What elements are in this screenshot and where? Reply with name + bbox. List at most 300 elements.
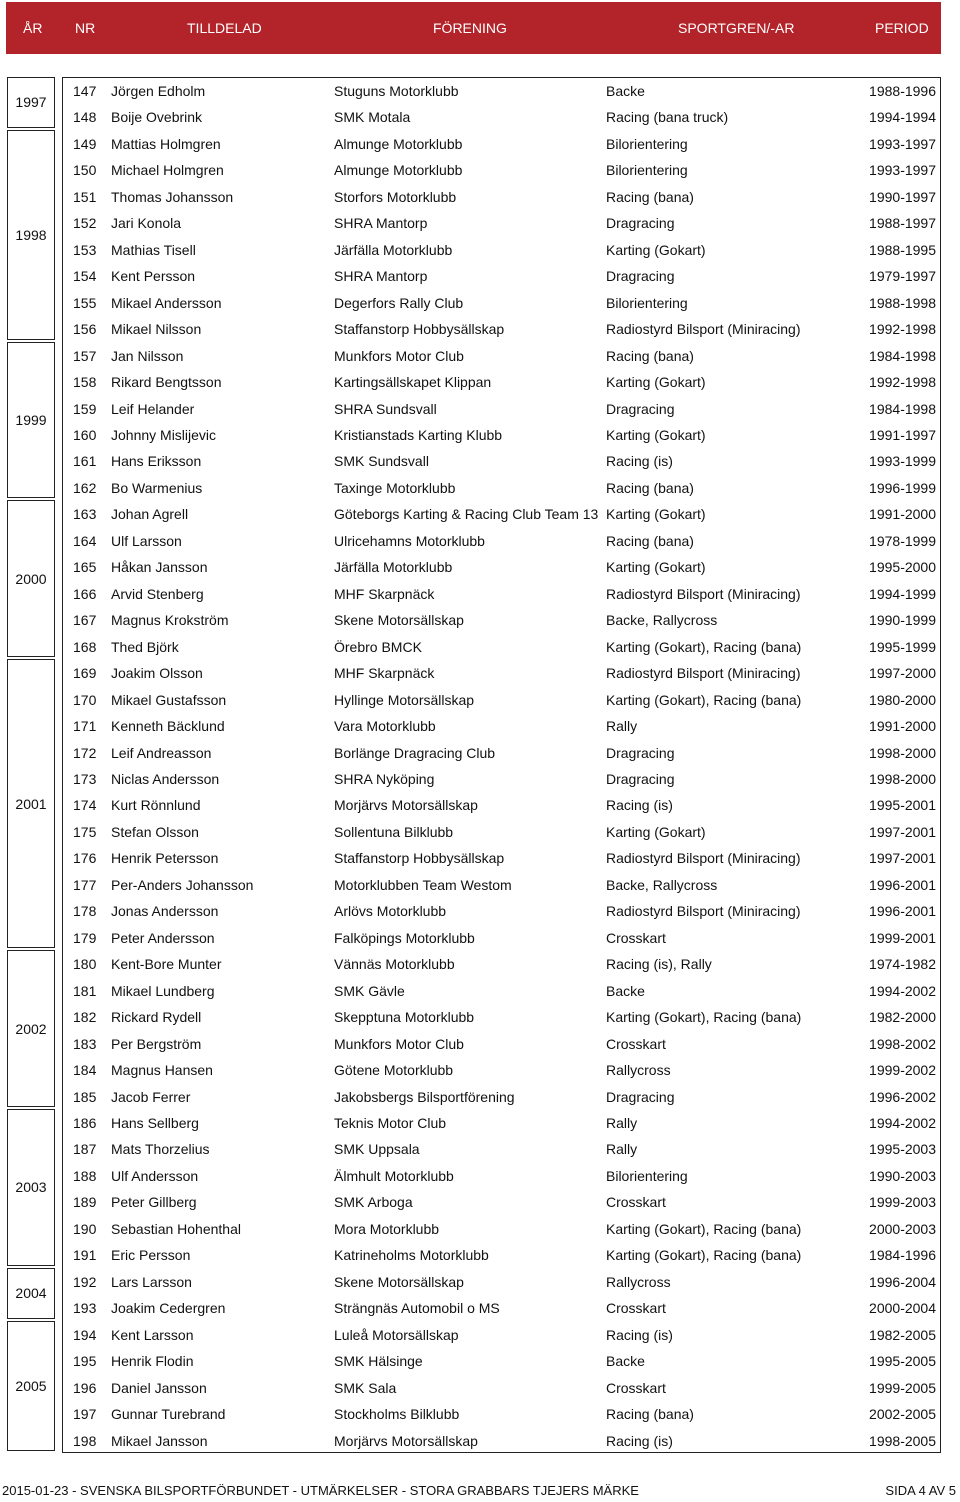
year-group bbox=[7, 77, 55, 128]
cell-name: Leif Helander bbox=[111, 400, 195, 417]
header-nr: NR bbox=[75, 20, 96, 36]
footer-page: SIDA 4 AV 5 bbox=[885, 1483, 956, 1498]
year-group bbox=[7, 1321, 55, 1451]
cell-sport: Dragracing bbox=[606, 215, 675, 232]
cell-club: SMK Arboga bbox=[334, 1194, 413, 1211]
cell-club: SMK Sundsvall bbox=[334, 453, 429, 470]
cell-period: 1994-1999 bbox=[869, 585, 936, 602]
cell-club: Storfors Motorklubb bbox=[334, 188, 457, 205]
cell-nr: 178 bbox=[73, 903, 97, 920]
cell-sport: Radiostyrd Bilsport (Miniracing) bbox=[606, 665, 801, 682]
cell-sport: Bilorientering bbox=[606, 135, 688, 152]
cell-sport: Bilorientering bbox=[606, 162, 688, 179]
cell-name: Eric Persson bbox=[111, 1247, 191, 1264]
table-row bbox=[63, 766, 940, 793]
cell-name: Stefan Olsson bbox=[111, 823, 199, 840]
cell-nr: 151 bbox=[73, 188, 97, 205]
cell-sport: Racing (bana) bbox=[606, 347, 694, 364]
cell-nr: 187 bbox=[73, 1141, 97, 1158]
table-row bbox=[63, 740, 940, 767]
table-row bbox=[63, 369, 940, 396]
year-group bbox=[7, 342, 55, 499]
cell-name: Boije Ovebrink bbox=[111, 109, 203, 126]
header-awarded: TILLDELAD bbox=[187, 20, 262, 36]
year-label: 2004 bbox=[15, 1285, 47, 1302]
cell-club: Ulricehamns Motorklubb bbox=[334, 532, 485, 549]
table-row bbox=[63, 1110, 940, 1137]
cell-period: 2000-2004 bbox=[869, 1300, 936, 1317]
table-row bbox=[63, 1401, 940, 1428]
cell-name: Arvid Stenberg bbox=[111, 585, 204, 602]
cell-name: Leif Andreasson bbox=[111, 744, 212, 761]
cell-club: Götene Motorklubb bbox=[334, 1062, 454, 1079]
cell-club: Strängnäs Automobil o MS bbox=[334, 1300, 500, 1317]
cell-nr: 168 bbox=[73, 638, 97, 655]
cell-period: 1995-2005 bbox=[869, 1353, 936, 1370]
cell-sport: Rallycross bbox=[606, 1273, 671, 1290]
cell-name: Magnus Hansen bbox=[111, 1062, 213, 1079]
cell-period: 1990-1997 bbox=[869, 188, 936, 205]
table-row bbox=[63, 1428, 940, 1455]
cell-club: Stockholms Bilklubb bbox=[334, 1406, 460, 1423]
cell-sport: Racing (is) bbox=[606, 1326, 673, 1343]
cell-name: Jonas Andersson bbox=[111, 903, 219, 920]
cell-period: 1984-1998 bbox=[869, 347, 936, 364]
cell-nr: 155 bbox=[73, 294, 97, 311]
year-group bbox=[7, 1268, 55, 1319]
cell-period: 1988-1998 bbox=[869, 294, 936, 311]
cell-period: 1994-1994 bbox=[869, 109, 936, 126]
cell-name: Hans Sellberg bbox=[111, 1115, 199, 1131]
table-row bbox=[63, 1216, 940, 1243]
year-group bbox=[7, 659, 55, 948]
table-row bbox=[63, 687, 940, 714]
cell-club: MHF Skarpnäck bbox=[334, 585, 435, 602]
cell-nr: 194 bbox=[73, 1326, 97, 1343]
year-group bbox=[7, 130, 55, 340]
cell-sport: Backe bbox=[606, 982, 645, 999]
table-row bbox=[63, 951, 940, 978]
cell-nr: 159 bbox=[73, 400, 97, 417]
cell-sport: Backe, Rallycross bbox=[606, 876, 718, 893]
cell-club: Kartingsällskapet Klippan bbox=[334, 374, 492, 391]
awards-table bbox=[62, 77, 941, 1453]
cell-club: SHRA Nyköping bbox=[334, 771, 435, 787]
cell-sport: Racing (is) bbox=[606, 453, 673, 470]
table-row bbox=[63, 448, 940, 475]
cell-sport: Racing (bana) bbox=[606, 532, 694, 549]
cell-name: Kurt Rönnlund bbox=[111, 797, 201, 814]
table-row bbox=[63, 1295, 940, 1322]
table-row bbox=[63, 554, 940, 581]
table-row bbox=[63, 157, 940, 184]
cell-club: Borlänge Dragracing Club bbox=[334, 744, 496, 761]
table-row bbox=[63, 343, 940, 370]
cell-period: 1992-1998 bbox=[869, 321, 936, 338]
cell-nr: 172 bbox=[73, 744, 97, 761]
table-header bbox=[6, 2, 941, 54]
cell-period: 1994-2002 bbox=[869, 982, 936, 999]
cell-name: Mikael Jansson bbox=[111, 1432, 208, 1449]
table-row bbox=[63, 898, 940, 925]
cell-sport: Karting (Gokart) bbox=[606, 427, 706, 443]
cell-sport: Racing (bana) bbox=[606, 1406, 694, 1423]
cell-period: 1996-2001 bbox=[869, 876, 936, 893]
cell-sport: Racing (is) bbox=[606, 1432, 673, 1449]
cell-period: 1991-2000 bbox=[869, 506, 936, 523]
cell-club: SHRA Sundsvall bbox=[334, 400, 437, 417]
table-row bbox=[63, 792, 940, 819]
cell-period: 1974-1982 bbox=[869, 956, 936, 973]
cell-nr: 169 bbox=[73, 665, 97, 682]
year-label: 2005 bbox=[15, 1377, 47, 1394]
table-row bbox=[63, 475, 940, 502]
cell-name: Jan Nilsson bbox=[111, 347, 184, 364]
cell-nr: 191 bbox=[73, 1247, 97, 1264]
year-label: 1997 bbox=[15, 94, 47, 111]
table-row bbox=[63, 872, 940, 899]
cell-period: 1982-2000 bbox=[869, 1009, 936, 1026]
cell-period: 1988-1997 bbox=[869, 215, 936, 232]
cell-period: 1996-2004 bbox=[869, 1273, 936, 1290]
cell-nr: 197 bbox=[73, 1406, 97, 1423]
table-row bbox=[63, 1348, 940, 1375]
table-row bbox=[63, 290, 940, 317]
table-row bbox=[63, 263, 940, 290]
cell-club: Munkfors Motor Club bbox=[334, 1035, 464, 1052]
cell-period: 1996-2002 bbox=[869, 1088, 936, 1105]
cell-nr: 171 bbox=[73, 718, 97, 735]
cell-name: Lars Larsson bbox=[111, 1273, 192, 1290]
cell-nr: 147 bbox=[73, 83, 97, 99]
cell-club: Falköpings Motorklubb bbox=[334, 929, 475, 946]
table-row bbox=[63, 1057, 940, 1084]
cell-nr: 196 bbox=[73, 1379, 97, 1396]
cell-sport: Crosskart bbox=[606, 1300, 666, 1317]
cell-name: Mikael Lundberg bbox=[111, 982, 215, 999]
table-row bbox=[63, 1004, 940, 1031]
table-row bbox=[63, 1031, 940, 1058]
cell-period: 1994-2002 bbox=[869, 1115, 936, 1131]
cell-sport: Racing (is), Rally bbox=[606, 956, 712, 973]
cell-club: Staffanstorp Hobbysällskap bbox=[334, 321, 505, 338]
year-label: 2000 bbox=[15, 570, 47, 587]
cell-period: 1990-1999 bbox=[869, 612, 936, 629]
cell-sport: Karting (Gokart) bbox=[606, 559, 706, 576]
cell-name: Mikael Nilsson bbox=[111, 321, 202, 338]
cell-club: Vännäs Motorklubb bbox=[334, 956, 455, 973]
header-sport: SPORTGREN/-AR bbox=[678, 20, 795, 36]
cell-period: 1993-1999 bbox=[869, 453, 936, 470]
cell-nr: 166 bbox=[73, 585, 97, 602]
cell-club: Järfälla Motorklubb bbox=[334, 241, 453, 258]
cell-club: Morjärvs Motorsällskap bbox=[334, 797, 478, 814]
cell-name: Niclas Andersson bbox=[111, 771, 220, 787]
cell-club: SMK Motala bbox=[334, 109, 411, 126]
cell-nr: 189 bbox=[73, 1194, 97, 1211]
table-row bbox=[63, 1136, 940, 1163]
table-row bbox=[63, 713, 940, 740]
table-row bbox=[63, 1084, 940, 1111]
cell-sport: Radiostyrd Bilsport (Miniracing) bbox=[606, 321, 801, 338]
cell-period: 2000-2003 bbox=[869, 1220, 936, 1237]
cell-sport: Karting (Gokart) bbox=[606, 823, 706, 840]
cell-club: Luleå Motorsällskap bbox=[334, 1326, 459, 1343]
cell-club: SHRA Mantorp bbox=[334, 215, 428, 232]
cell-period: 1991-2000 bbox=[869, 718, 936, 735]
cell-period: 1997-2001 bbox=[869, 850, 936, 867]
cell-name: Per-Anders Johansson bbox=[111, 876, 254, 893]
table-row bbox=[63, 316, 940, 343]
cell-name: Joakim Cedergren bbox=[111, 1300, 226, 1317]
cell-club: Staffanstorp Hobbysällskap bbox=[334, 850, 505, 867]
cell-nr: 150 bbox=[73, 162, 97, 179]
table-row bbox=[63, 634, 940, 661]
cell-club: Degerfors Rally Club bbox=[334, 294, 464, 311]
cell-club: Mora Motorklubb bbox=[334, 1220, 440, 1237]
cell-period: 1984-1998 bbox=[869, 400, 936, 417]
cell-sport: Backe bbox=[606, 83, 645, 99]
cell-sport: Dragracing bbox=[606, 744, 675, 761]
cell-nr: 164 bbox=[73, 532, 97, 549]
cell-name: Mikael Gustafsson bbox=[111, 691, 227, 708]
cell-nr: 193 bbox=[73, 1300, 97, 1317]
cell-nr: 156 bbox=[73, 321, 97, 338]
cell-nr: 174 bbox=[73, 797, 97, 814]
table-row bbox=[63, 581, 940, 608]
cell-nr: 160 bbox=[73, 427, 97, 443]
cell-nr: 177 bbox=[73, 876, 97, 893]
cell-name: Håkan Jansson bbox=[111, 559, 208, 576]
cell-name: Kenneth Bäcklund bbox=[111, 718, 225, 735]
cell-period: 1998-2005 bbox=[869, 1432, 936, 1449]
cell-nr: 173 bbox=[73, 771, 97, 787]
cell-name: Jacob Ferrer bbox=[111, 1088, 191, 1105]
cell-sport: Radiostyrd Bilsport (Miniracing) bbox=[606, 850, 801, 867]
cell-sport: Racing (bana) bbox=[606, 479, 694, 496]
table-row bbox=[63, 104, 940, 131]
cell-sport: Radiostyrd Bilsport (Miniracing) bbox=[606, 903, 801, 920]
cell-club: SMK Uppsala bbox=[334, 1141, 420, 1158]
cell-nr: 167 bbox=[73, 612, 97, 629]
cell-sport: Racing (bana truck) bbox=[606, 109, 729, 126]
cell-period: 1990-2003 bbox=[869, 1167, 936, 1184]
year-group bbox=[7, 500, 55, 657]
cell-sport: Karting (Gokart) bbox=[606, 506, 706, 523]
cell-nr: 149 bbox=[73, 135, 97, 152]
year-label: 2002 bbox=[15, 1020, 47, 1037]
cell-period: 2002-2005 bbox=[869, 1406, 936, 1423]
cell-name: Ulf Andersson bbox=[111, 1167, 199, 1184]
cell-period: 1984-1996 bbox=[869, 1247, 936, 1264]
cell-sport: Karting (Gokart), Racing (bana) bbox=[606, 1220, 802, 1237]
cell-sport: Dragracing bbox=[606, 268, 675, 285]
year-group bbox=[7, 950, 55, 1107]
cell-name: Per Bergström bbox=[111, 1035, 202, 1052]
cell-nr: 183 bbox=[73, 1035, 97, 1052]
cell-period: 1991-1997 bbox=[869, 427, 936, 443]
cell-nr: 192 bbox=[73, 1273, 97, 1290]
cell-nr: 158 bbox=[73, 374, 97, 391]
cell-club: Almunge Motorklubb bbox=[334, 135, 463, 152]
cell-period: 1999-2003 bbox=[869, 1194, 936, 1211]
cell-sport: Crosskart bbox=[606, 929, 666, 946]
cell-club: SHRA Mantorp bbox=[334, 268, 428, 285]
table-row bbox=[63, 1269, 940, 1296]
table-row bbox=[63, 819, 940, 846]
cell-sport: Rallycross bbox=[606, 1062, 671, 1079]
cell-club: Hyllinge Motorsällskap bbox=[334, 691, 475, 708]
cell-nr: 148 bbox=[73, 109, 97, 126]
cell-name: Peter Gillberg bbox=[111, 1194, 197, 1211]
cell-club: Munkfors Motor Club bbox=[334, 347, 464, 364]
cell-club: SMK Gävle bbox=[334, 982, 405, 999]
table-row bbox=[63, 78, 940, 105]
cell-sport: Rally bbox=[606, 718, 638, 735]
cell-sport: Crosskart bbox=[606, 1035, 666, 1052]
table-row bbox=[63, 501, 940, 528]
header-period: PERIOD bbox=[875, 20, 929, 36]
cell-period: 1995-2000 bbox=[869, 559, 936, 576]
cell-club: Stuguns Motorklubb bbox=[334, 83, 459, 99]
cell-nr: 175 bbox=[73, 823, 97, 840]
cell-nr: 152 bbox=[73, 215, 97, 232]
cell-club: SMK Sala bbox=[334, 1379, 397, 1396]
cell-name: Jörgen Edholm bbox=[111, 83, 206, 99]
cell-nr: 157 bbox=[73, 347, 97, 364]
cell-name: Daniel Jansson bbox=[111, 1379, 207, 1396]
cell-club: Vara Motorklubb bbox=[334, 718, 436, 735]
cell-club: Morjärvs Motorsällskap bbox=[334, 1432, 478, 1449]
cell-sport: Karting (Gokart) bbox=[606, 374, 706, 391]
table-row bbox=[63, 607, 940, 634]
cell-nr: 195 bbox=[73, 1353, 97, 1370]
cell-club: Teknis Motor Club bbox=[334, 1115, 447, 1131]
cell-name: Rickard Rydell bbox=[111, 1009, 202, 1026]
cell-sport: Karting (Gokart), Racing (bana) bbox=[606, 1247, 802, 1264]
cell-club: Arlövs Motorklubb bbox=[334, 903, 447, 920]
cell-period: 1978-1999 bbox=[869, 532, 936, 549]
cell-nr: 198 bbox=[73, 1432, 97, 1449]
cell-period: 1993-1997 bbox=[869, 162, 936, 179]
table-row bbox=[63, 528, 940, 555]
cell-nr: 180 bbox=[73, 956, 97, 973]
table-row bbox=[63, 210, 940, 237]
cell-sport: Racing (is) bbox=[606, 797, 673, 814]
cell-club: Älmhult Motorklubb bbox=[334, 1167, 454, 1184]
cell-period: 1996-2001 bbox=[869, 903, 936, 920]
cell-club: Örebro BMCK bbox=[334, 638, 422, 655]
table-row bbox=[63, 237, 940, 264]
cell-name: Rikard Bengtsson bbox=[111, 374, 222, 391]
cell-nr: 186 bbox=[73, 1115, 97, 1131]
cell-nr: 165 bbox=[73, 559, 97, 576]
cell-period: 1999-2001 bbox=[869, 929, 936, 946]
cell-sport: Bilorientering bbox=[606, 294, 688, 311]
cell-period: 1997-2001 bbox=[869, 823, 936, 840]
cell-club: Järfälla Motorklubb bbox=[334, 559, 453, 576]
cell-nr: 176 bbox=[73, 850, 97, 867]
table-row bbox=[63, 131, 940, 158]
cell-nr: 161 bbox=[73, 453, 97, 470]
cell-sport: Bilorientering bbox=[606, 1167, 688, 1184]
cell-nr: 182 bbox=[73, 1009, 97, 1026]
cell-club: Skepptuna Motorklubb bbox=[334, 1009, 475, 1026]
cell-sport: Rally bbox=[606, 1141, 638, 1158]
table-row bbox=[63, 1322, 940, 1349]
year-column bbox=[7, 77, 55, 1453]
cell-club: Skene Motorsällskap bbox=[334, 612, 464, 629]
cell-sport: Karting (Gokart), Racing (bana) bbox=[606, 1009, 802, 1026]
cell-period: 1997-2000 bbox=[869, 665, 936, 682]
cell-sport: Karting (Gokart), Racing (bana) bbox=[606, 638, 802, 655]
cell-name: Peter Andersson bbox=[111, 929, 215, 946]
cell-nr: 190 bbox=[73, 1220, 97, 1237]
cell-period: 1995-2001 bbox=[869, 797, 936, 814]
cell-period: 1982-2005 bbox=[869, 1326, 936, 1343]
cell-period: 1995-1999 bbox=[869, 638, 936, 655]
cell-name: Ulf Larsson bbox=[111, 532, 182, 549]
cell-sport: Karting (Gokart) bbox=[606, 241, 706, 258]
cell-period: 1979-1997 bbox=[869, 268, 936, 285]
cell-name: Thed Björk bbox=[111, 638, 179, 655]
cell-nr: 188 bbox=[73, 1167, 97, 1184]
cell-club: Göteborgs Karting & Racing Club Team 13 bbox=[334, 506, 599, 523]
cell-name: Magnus Krokström bbox=[111, 612, 229, 629]
cell-nr: 163 bbox=[73, 506, 97, 523]
cell-name: Sebastian Hohenthal bbox=[111, 1220, 241, 1237]
table-row bbox=[63, 845, 940, 872]
cell-club: Katrineholms Motorklubb bbox=[334, 1247, 489, 1264]
cell-period: 1998-2002 bbox=[869, 1035, 936, 1052]
cell-period: 1999-2002 bbox=[869, 1062, 936, 1079]
cell-name: Mats Thorzelius bbox=[111, 1141, 210, 1158]
table-row bbox=[63, 978, 940, 1005]
cell-sport: Dragracing bbox=[606, 771, 675, 787]
cell-name: Kent-Bore Munter bbox=[111, 956, 222, 973]
year-label: 2001 bbox=[15, 795, 47, 812]
table-row bbox=[63, 660, 940, 687]
year-label: 1998 bbox=[15, 226, 47, 243]
footer-title: 2015-01-23 - SVENSKA BILSPORTFÖRBUNDET - UTMÄRKELSER - STORA GRABBARS TJEJERS MÄRKE bbox=[2, 1483, 639, 1498]
cell-name: Thomas Johansson bbox=[111, 188, 234, 205]
cell-sport: Backe bbox=[606, 1353, 645, 1370]
cell-period: 1995-2003 bbox=[869, 1141, 936, 1158]
cell-club: MHF Skarpnäck bbox=[334, 665, 435, 682]
cell-name: Bo Warmenius bbox=[111, 479, 203, 496]
cell-period: 1996-1999 bbox=[869, 479, 936, 496]
table-row bbox=[63, 396, 940, 423]
cell-nr: 162 bbox=[73, 479, 97, 496]
cell-club: Skene Motorsällskap bbox=[334, 1273, 464, 1290]
cell-nr: 154 bbox=[73, 268, 97, 285]
cell-name: Mattias Holmgren bbox=[111, 135, 221, 152]
cell-sport: Backe, Rallycross bbox=[606, 612, 718, 629]
cell-sport: Rally bbox=[606, 1115, 638, 1131]
cell-club: Jakobsbergs Bilsportförening bbox=[334, 1088, 515, 1105]
table-row bbox=[63, 422, 940, 449]
cell-period: 1999-2005 bbox=[869, 1379, 936, 1396]
cell-period: 1998-2000 bbox=[869, 744, 936, 761]
header-club: FÖRENING bbox=[433, 20, 507, 36]
cell-nr: 170 bbox=[73, 691, 97, 708]
table-row bbox=[63, 1163, 940, 1190]
cell-club: SMK Hälsinge bbox=[334, 1353, 423, 1370]
cell-nr: 184 bbox=[73, 1062, 97, 1079]
cell-club: Almunge Motorklubb bbox=[334, 162, 463, 179]
table-row bbox=[63, 1189, 940, 1216]
cell-club: Sollentuna Bilklubb bbox=[334, 823, 454, 840]
